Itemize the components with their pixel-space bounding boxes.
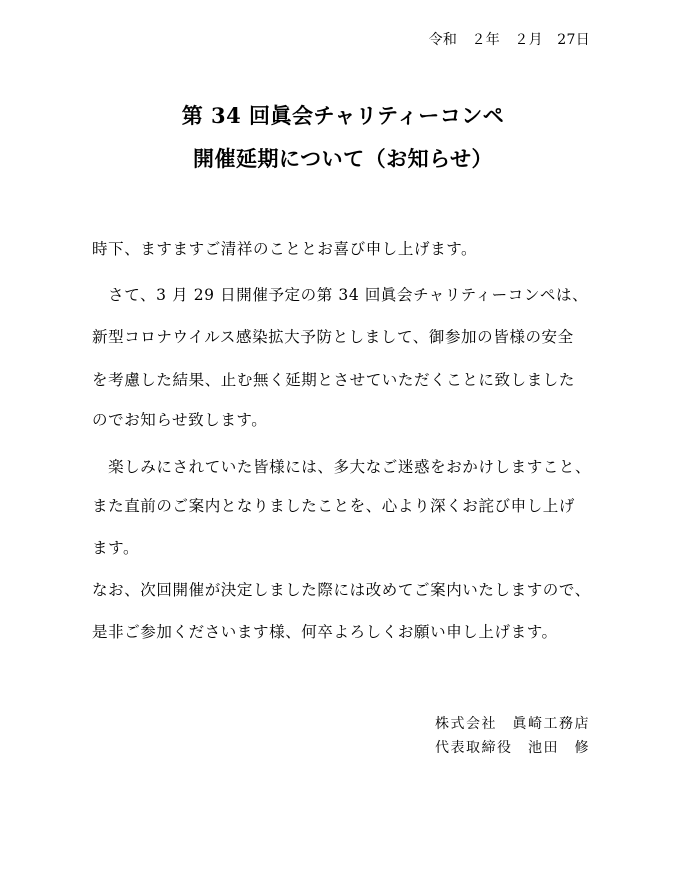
signature-company: 株式会社 眞崎工務店 [435,716,590,732]
body-line-2: さて、3 月 29 日開催予定の第 34 回眞会チャリティーコンペは、 [92,286,589,304]
body-line-4: を考慮した結果、止む無く延期とさせていただくことに致しました [92,371,576,389]
body-line-3: 新型コロナウイルス感染拡大予防としまして、御参加の皆様の安全 [92,328,574,346]
body-line-9: なお、次回開催が決定しました際には改めてご案内いたしますので、 [92,581,591,599]
document-date: 令和 ２年 ２月 27日 [428,32,590,48]
signature-person: 代表取締役 池田 修 [435,740,590,756]
body-line-8: ます。 [92,539,140,557]
body-line-7: また直前のご案内となりましたことを、心より深くお詫び申し上げ [92,497,576,515]
document-title-line-1: 第 34 回眞会チャリティーコンペ [181,103,505,128]
body-line-6: 楽しみにされていた皆様には、多大なご迷惑をおかけしますこと、 [92,458,592,476]
body-line-1: 時下、ますますご清祥のこととお喜び申し上げます。 [92,240,478,258]
body-line-10: 是非ご参加くださいます様、何卒よろしくお願い申し上げます。 [92,623,558,641]
document-title-line-2: 開催延期について（お知らせ） [193,146,493,171]
body-line-5: のでお知らせ致します。 [92,411,268,429]
